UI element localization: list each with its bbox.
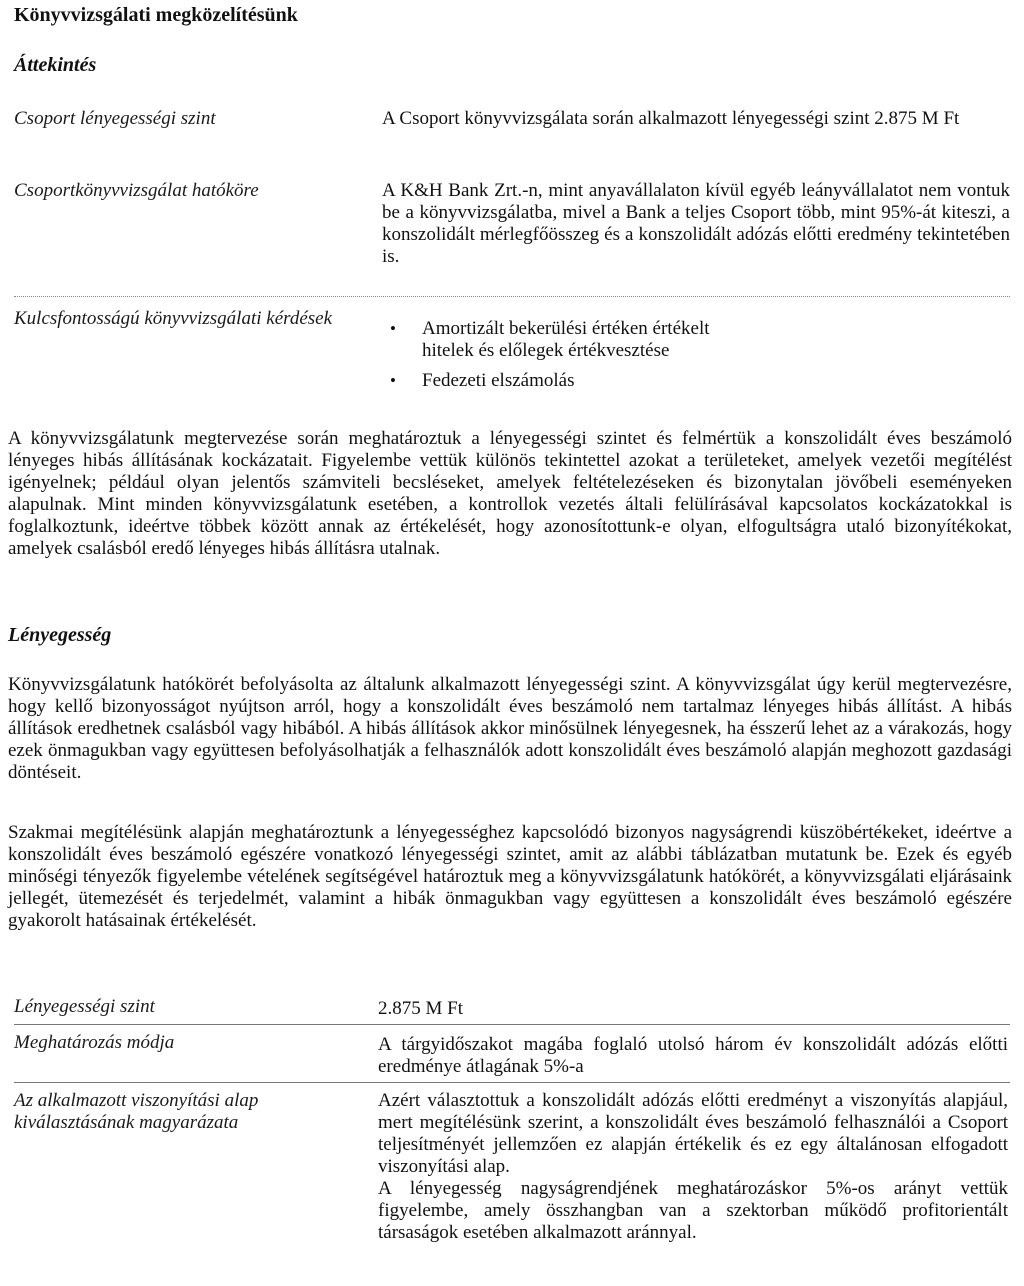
paragraph-materiality-2: Szakmai megítélésünk alapján meghatároztunk a lényegességhez kapcsolódó bizonyos nagyságrendi küszöbértékeket, ideértve a konszolidált éves beszámoló egészére vonatkozó lényegességi szintet, amit az alábbi táblázatban mutatunk be. Ezek és egyéb minőségi tényezők figyelembe vételének segítségével határoztuk meg a könyvvizsgálatunk hatókörét, a könyvvizsgálati eljárásaink jellegét, ütemezését és terjedelmét, valamint a hibák önmagukban vagy együttesen a konszolidált éves beszámoló egészére gyakorolt hatásainak értékelését. xyxy=(8,822,1012,931)
page-title: Könyvvizsgálati megközelítésünk xyxy=(14,4,298,26)
list-item: • Amortizált bekerülési értéken értékelt hitelek és előlegek értékvesztése xyxy=(382,318,712,362)
table-divider xyxy=(14,1024,1010,1025)
paragraph-materiality-1: Könyvvizsgálatunk hatókörét befolyásolta az általunk alkalmazott lényegességi szint. A könyvvizsgálat úgy kerül megtervezésre, hogy kellő bizonyosságot nyújtson arról, hogy a konszolidált éves beszámoló nem tartalmaz lényeges hibás állítást. A hibás állítások eredhetnek csalásból vagy hibából. A hibás állítások akkor minősülnek lényegesnek, ha ésszerű lehet az a várakozás, hogy ezek önmagukban vagy együttesen befolyásolhatják a felhasználók adott konszolidált éves beszámoló alapján meghozott gazdasági döntéseit. xyxy=(8,674,1012,783)
key-matters-list xyxy=(382,318,712,400)
materiality-table-value-method: A tárgyidőszakot magába foglaló utolsó három év konszolidált adózás előtti eredménye átlagának 5%-a xyxy=(378,1034,1008,1077)
paragraph-audit-planning: A könyvvizsgálatunk megtervezése során meghatároztuk a lényegességi szintet és felmértük a konszolidált éves beszámoló lényeges hibás állításának kockázatait. Figyelembe vettük különös tekintettel azokat a területeket, amelyek vezetői megítélést igényelnek; például olyan jelentős számviteli becsléseket, amelyek feltételezéseken és bizonytalan jövőbeli eseményeken alapulnak. Mint minden könyvvizsgálatunk esetében, a kontrollok vezetés általi felülírásával kapcsolatos kockázatokkal is foglalkoztunk, ideértve többek között annak az értékelését, hogy azonosítottunk-e olyan, elfogultságra utaló bizonyítékokat, amelyek csalásból eredő lényeges hibás állításra utalnak. xyxy=(8,428,1012,559)
materiality-table-value-level: 2.875 M Ft xyxy=(378,998,463,1019)
materiality-table-value-rationale xyxy=(378,1090,1008,1244)
rationale-text-2: A lényegesség nagyságrendjének meghatározáskor 5%-os arányt vettük figyelembe, amely összhangban van a szektorban működő profitorientált társaságok esetében alkalmazott aránnyal. xyxy=(378,1178,1008,1243)
overview-text-materiality: A Csoport könyvvizsgálata során alkalmazott lényegességi szint 2.875 M Ft xyxy=(382,108,960,129)
list-item: • Fedezeti elszámolás xyxy=(382,370,712,392)
overview-label-key-matters xyxy=(14,308,344,330)
overview-label-materiality: Csoport lényegességi szint xyxy=(14,108,216,129)
materiality-heading: Lényegesség xyxy=(8,624,112,646)
materiality-table-label-rationale: Az alkalmazott viszonyítási alap kiválasztásának magyarázata xyxy=(14,1090,259,1133)
overview-heading: Áttekintés xyxy=(14,54,97,76)
overview-divider xyxy=(14,296,1010,297)
key-matters-label-text: Kulcsfontosságú könyvvizsgálati kérdések xyxy=(14,308,333,329)
rationale-text-1: Azért választottuk a konszolidált adózás előtti eredményt a viszonyítás alapjául, mert megítélésünk szerint, a konszolidált éves beszámoló felhasználói a Csoport teljesítményét jellemzően ez alapján értékelik és ez egy általánosan elfogadott viszonyítási alap. xyxy=(378,1090,1008,1177)
materiality-table-label-level: Lényegességi szint xyxy=(14,996,155,1017)
overview-text-scope: A K&H Bank Zrt.-n, mint anyavállalaton kívül egyéb leányvállalatot nem vontuk be a könyvvizsgálatba, mivel a Bank a teljes Csoport több, mint 95%-át kiteszi, a konszolidált mérlegfőösszeg és a konszolidált adózás előtti eredmény tekintetében is. xyxy=(382,180,1010,267)
table-divider xyxy=(14,1082,1010,1083)
overview-label-scope: Csoportkönyvvizsgálat hatóköre xyxy=(14,180,259,201)
materiality-table-label-method: Meghatározás módja xyxy=(14,1032,175,1053)
